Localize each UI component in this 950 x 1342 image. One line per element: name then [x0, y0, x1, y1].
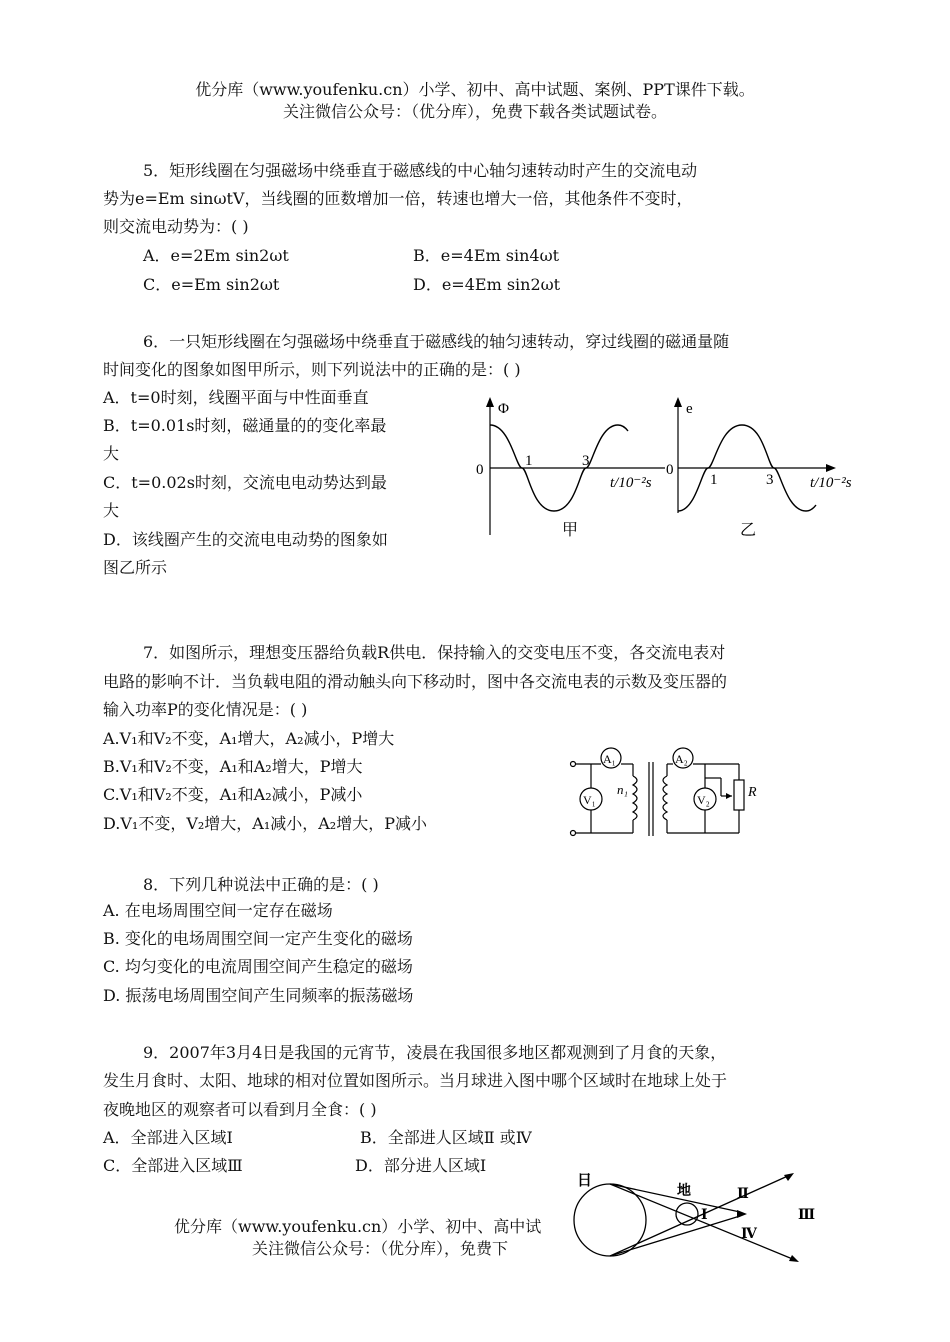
- q5-option-b: B．e=4Em sin4ωt: [413, 246, 560, 265]
- flux-y-arrow: [486, 397, 494, 407]
- q5-option-c: C．e=Em sin2ωt: [143, 275, 280, 294]
- q8-stem: 8．下列几种说法中正确的是：( ): [143, 875, 379, 894]
- q6-option-c-line2: 大: [103, 501, 120, 520]
- region-1-label: Ⅰ: [701, 1208, 708, 1223]
- sun-label: 日: [577, 1173, 593, 1189]
- flux-y-label: Φ: [498, 401, 509, 417]
- q9-option-d: D．部分进人区域Ⅰ: [355, 1156, 487, 1175]
- q9-option-a: A．全部进入区域Ⅰ: [103, 1128, 233, 1147]
- footer-line-1: 优分库（www.youfenku.cn）小学、初中、高中试: [174, 1217, 542, 1236]
- q9-stem-3: 夜晚地区的观察者可以看到月全食：( ): [103, 1100, 377, 1119]
- q7-stem-1: 7．如图所示，理想变压器给负载R供电．保持输入的交变电压不变，各交流电表对: [143, 643, 726, 662]
- load-resistor: [734, 780, 744, 810]
- input-terminal-top: [571, 762, 576, 767]
- footer-line-2: 关注微信公众号：（优分库），免费下: [252, 1239, 509, 1258]
- emf-x-arrow: [826, 464, 836, 472]
- q6-option-c-line1: C．t=0.02s时刻，交流电电动势达到最: [103, 473, 387, 492]
- eclipse-diagram: [565, 1165, 820, 1280]
- q7-option-d: D.V₁不变，V₂增大，A₁减小，A₂增大，P减小: [103, 814, 427, 833]
- a1-label: A₁: [603, 752, 616, 766]
- emf-caption: 乙: [740, 522, 757, 539]
- q6-option-a: A．t=0时刻，线圈平面与中性面垂直: [103, 388, 369, 407]
- q8-option-b: B. 变化的电场周围空间一定产生变化的磁场: [103, 929, 413, 948]
- slider-arrow: [726, 793, 732, 799]
- q7-option-b: B.V₁和V₂不变，A₁和A₂增大，P增大: [103, 757, 363, 776]
- flux-tick-3: 3: [582, 453, 590, 469]
- n1-label: n₁: [617, 782, 629, 797]
- umbra-line-bottom: [610, 1216, 740, 1256]
- primary-coil: [633, 776, 637, 820]
- q7-option-a: A.V₁和V₂不变，A₁增大，A₂减小，P增大: [103, 729, 395, 748]
- q8-option-c: C. 均匀变化的电流周围空间产生稳定的磁场: [103, 957, 413, 976]
- q5-stem-3: 则交流电动势为：( ): [103, 217, 249, 236]
- transformer-circuit: [563, 740, 773, 845]
- q6-stem-1: 6．一只矩形线圈在匀强磁场中绕垂直于磁感线的轴匀速转动，穿过线圈的磁通量随: [143, 332, 730, 351]
- q6-option-b-line1: B．t=0.01s时刻，磁通量的的变化率最: [103, 416, 387, 435]
- secondary-coil: [663, 776, 667, 820]
- emf-x-label: t/10⁻²s: [810, 475, 852, 491]
- flux-origin: 0: [476, 462, 484, 478]
- emf-y-label: e: [686, 401, 693, 417]
- penumbra-arrow-lower: [789, 1255, 799, 1262]
- q7-stem-2: 电路的影响不计．当负载电阻的滑动触头向下移动时，图中各交流电表的示数及变压器的: [103, 672, 728, 691]
- q8-option-d: D. 振荡电场周围空间产生同频率的振荡磁场: [103, 986, 414, 1005]
- q6-option-d-line1: D．该线圈产生的交流电电动势的图象如: [103, 530, 388, 549]
- q6-option-b-line2: 大: [103, 444, 120, 463]
- region-4-label: Ⅳ: [741, 1227, 757, 1242]
- earth-label: 地: [677, 1184, 691, 1199]
- q6-option-d-line2: 图乙所示: [103, 558, 168, 577]
- emf-tick-1: 1: [710, 472, 718, 488]
- input-terminal-bottom: [571, 831, 576, 836]
- flux-x-label: t/10⁻²s: [610, 475, 652, 491]
- q5-option-a: A．e=2Em sin2ωt: [143, 246, 289, 265]
- q8-option-a: A. 在电场周围空间一定存在磁场: [103, 901, 333, 920]
- emf-tick-3: 3: [766, 472, 774, 488]
- header-line-2: 关注微信公众号：（优分库），免费下载各类试题试卷。: [282, 102, 667, 121]
- q5-option-d: D．e=4Em sin2ωt: [413, 275, 561, 294]
- penumbra-arrow-upper: [784, 1173, 794, 1181]
- region-2-label: Ⅱ: [737, 1187, 749, 1202]
- header-line-1: 优分库（www.youfenku.cn）小学、初中、高中试题、案例、PPT课件下载。: [195, 80, 755, 99]
- q9-option-b: B．全部进人区域Ⅱ 或Ⅳ: [360, 1128, 532, 1147]
- r-label: R: [748, 785, 757, 800]
- region-3-label: Ⅲ: [798, 1208, 816, 1223]
- v2-label: V₂: [697, 793, 710, 807]
- q6-stem-2: 时间变化的图象如图甲所示，则下列说法中的正确的是：( ): [103, 360, 521, 379]
- q7-stem-3: 输入功率P的变化情况是：( ): [103, 700, 308, 719]
- penumbra-line-upper: [610, 1175, 790, 1256]
- flux-graph: [470, 395, 670, 545]
- umbra-arrow: [737, 1210, 747, 1218]
- emf-y-arrow: [674, 397, 682, 407]
- q5-stem-1: 5．矩形线圈在匀强磁场中绕垂直于磁感线的中心轴匀速转动时产生的交流电动: [143, 161, 698, 180]
- emf-origin: 0: [666, 462, 674, 478]
- flux-tick-1: 1: [525, 453, 533, 469]
- q9-stem-1: 9．2007年3月4日是我国的元宵节，凌晨在我国很多地区都观测到了月食的天象，: [143, 1043, 727, 1062]
- q7-option-c: C.V₁和V₂不变，A₁和A₂减小，P减小: [103, 785, 363, 804]
- v1-label: V₁: [583, 793, 596, 807]
- flux-caption: 甲: [562, 522, 579, 539]
- q9-stem-2: 发生月食时、太阳、地球的相对位置如图所示。当月球进入图中哪个区域时在地球上处于: [103, 1071, 728, 1090]
- q9-option-c: C．全部进入区域Ⅲ: [103, 1156, 243, 1175]
- emf-graph: [660, 395, 870, 545]
- a2-label: A₂: [675, 752, 688, 766]
- umbra-line-top: [610, 1184, 740, 1212]
- q5-stem-2: 势为e=Em sinωtV，当线圈的匝数增加一倍，转速也增大一倍，其他条件不变时，: [103, 189, 693, 208]
